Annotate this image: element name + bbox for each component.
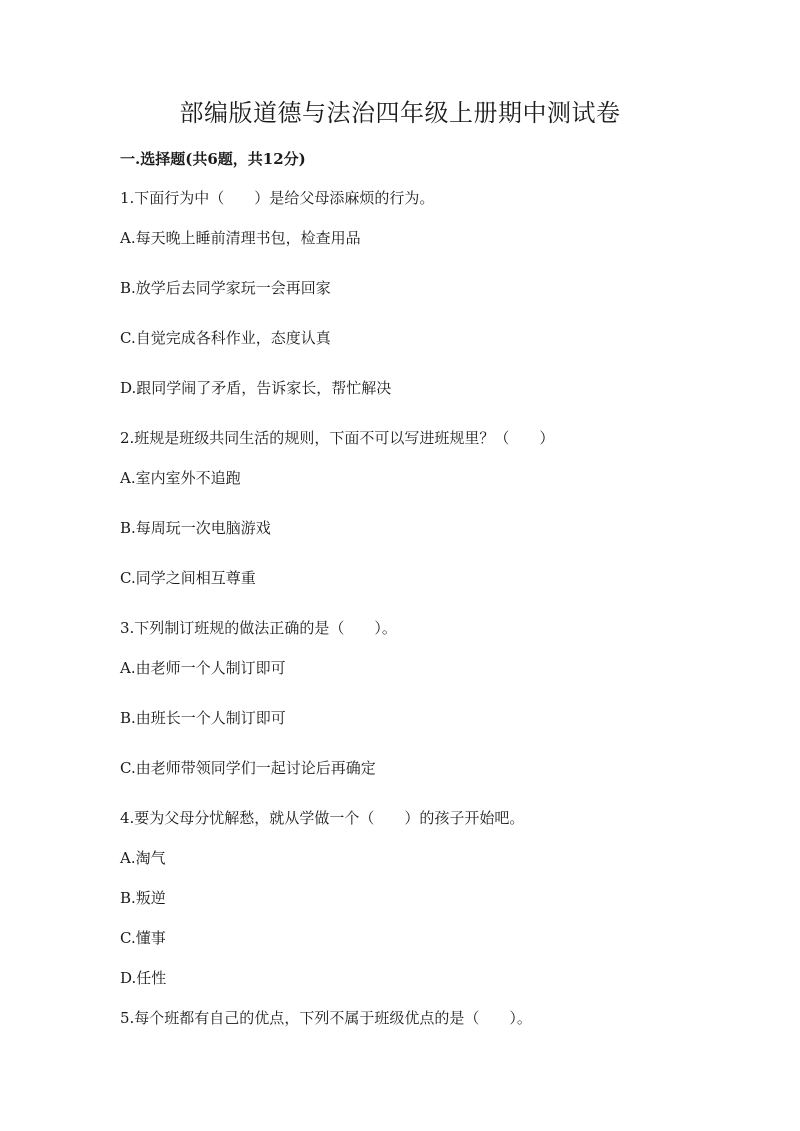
question-4-option-d: D.任性 bbox=[120, 969, 167, 987]
question-2-option-c: C.同学之间相互尊重 bbox=[120, 569, 256, 587]
question-1-option-b: B.放学后去同学家玩一会再回家 bbox=[120, 279, 331, 297]
question-2-stem: 2.班规是班级共同生活的规则，下面不可以写进班规里？（ ） bbox=[120, 429, 555, 447]
question-4-stem: 4.要为父母分忧解愁，就从学做一个（ ）的孩子开始吧。 bbox=[120, 809, 525, 827]
page-title: 部编版道德与法治四年级上册期中测试卷 bbox=[179, 99, 621, 127]
question-1-option-d: D.跟同学闹了矛盾，告诉家长，帮忙解决 bbox=[120, 379, 392, 397]
section-heading: 一.选择题(共6题，共12分) bbox=[120, 150, 306, 168]
question-1-option-a: A.每天晚上睡前清理书包，检查用品 bbox=[120, 229, 361, 247]
question-3-option-b: B.由班长一个人制订即可 bbox=[120, 709, 286, 727]
question-5-stem: 5.每个班都有自己的优点，下列不属于班级优点的是（ ）。 bbox=[120, 1009, 532, 1027]
question-4-option-c: C.懂事 bbox=[120, 929, 166, 947]
question-3-stem: 3.下列制订班规的做法正确的是（ ）。 bbox=[120, 619, 397, 637]
question-4-option-b: B.叛逆 bbox=[120, 889, 166, 907]
question-1-option-c: C.自觉完成各科作业，态度认真 bbox=[120, 329, 331, 347]
question-3-option-c: C.由老师带领同学们一起讨论后再确定 bbox=[120, 759, 376, 777]
question-3-option-a: A.由老师一个人制订即可 bbox=[120, 659, 286, 677]
question-4-option-a: A.淘气 bbox=[120, 849, 166, 867]
question-2-option-b: B.每周玩一次电脑游戏 bbox=[120, 519, 271, 537]
question-2-option-a: A.室内室外不追跑 bbox=[120, 469, 241, 487]
question-1-stem: 1.下面行为中（ ）是给父母添麻烦的行为。 bbox=[120, 189, 435, 207]
